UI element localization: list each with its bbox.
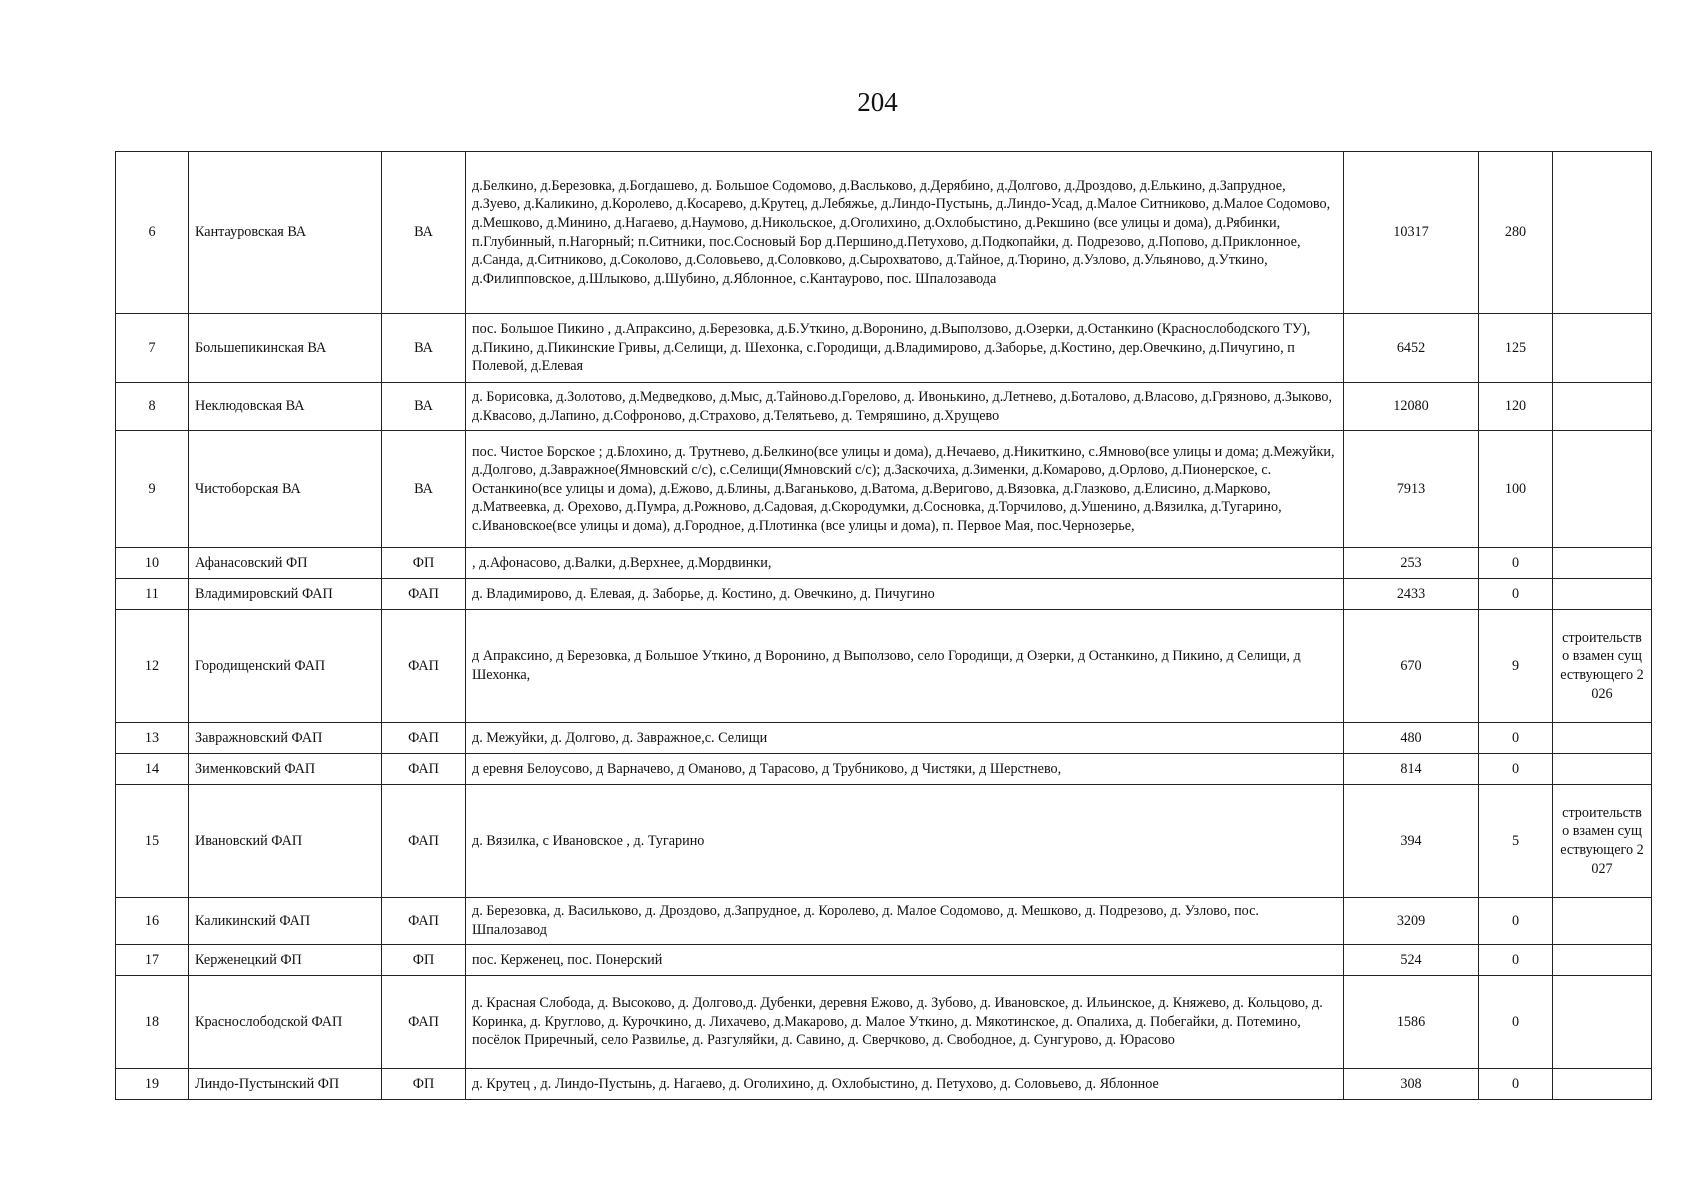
facility-name: Ивановский ФАП bbox=[189, 785, 382, 898]
row-number: 10 bbox=[116, 548, 189, 579]
facility-type: ФП bbox=[382, 1069, 466, 1100]
note-cell bbox=[1553, 314, 1652, 383]
note-text: строительство взамен существующего 2026 bbox=[1560, 629, 1644, 702]
visits-count: 100 bbox=[1479, 431, 1553, 548]
table-row bbox=[116, 976, 1652, 1069]
facility-name: Завражновский ФАП bbox=[189, 723, 382, 754]
row-number: 6 bbox=[116, 152, 189, 314]
visits-count: 9 bbox=[1479, 610, 1553, 723]
population-count: 480 bbox=[1344, 723, 1479, 754]
note-cell bbox=[1553, 579, 1652, 610]
row-number: 8 bbox=[116, 383, 189, 431]
note-cell bbox=[1553, 754, 1652, 785]
table-row bbox=[116, 754, 1652, 785]
visits-count: 0 bbox=[1479, 723, 1553, 754]
note-cell bbox=[1553, 548, 1652, 579]
facility-name: Чистоборская ВА bbox=[189, 431, 382, 548]
visits-count: 0 bbox=[1479, 754, 1553, 785]
population-count: 814 bbox=[1344, 754, 1479, 785]
facility-name: Линдо-Пустынский ФП bbox=[189, 1069, 382, 1100]
row-number: 7 bbox=[116, 314, 189, 383]
settlements-list: пос. Чистое Борское ; д.Блохино, д. Трутнево, д.Белкино(все улицы и дома), д.Нечаево, д.Никиткино, с.Ямново(все улицы и дома; д.Межуйки, д.Долгово, д.Завражное(Ямновский с/с), с.Селищи(Ямновский с/с); д.Заскочиха, д.Зименки, д.Комарово, д.Орлово, д.Пионерское, с. Останкино(все улицы и дома), д.Ежово, д.Блины, д.Ваганьково, д.Ватома, д.Веригово, д.Вязовка, д.Глазково, д.Елисино, д.Марково, д.Матвеевка, д. Орехово, д.Пумра, д.Рожново, д.Садовая, д.Скородумки, д.Сосновка, д.Торчилово, д.Ушенино, д.Вязилка, д.Тугарино, с.Ивановское(все улицы и дома), д.Городное, д.Плотинка (все улицы и дома), п. Первое Мая, пос.Чернозерье, bbox=[466, 431, 1344, 548]
visits-count: 0 bbox=[1479, 976, 1553, 1069]
note-text: строительство взамен существующего 2027 bbox=[1560, 804, 1644, 877]
facility-type: ФАП bbox=[382, 785, 466, 898]
page-number: 204 bbox=[857, 87, 898, 117]
facility-name: Каликинский ФАП bbox=[189, 898, 382, 945]
population-count: 253 bbox=[1344, 548, 1479, 579]
note-cell bbox=[1553, 1069, 1652, 1100]
row-number: 18 bbox=[116, 976, 189, 1069]
population-count: 2433 bbox=[1344, 579, 1479, 610]
facility-name: Большепикинская ВА bbox=[189, 314, 382, 383]
table-row bbox=[116, 945, 1652, 976]
population-count: 394 bbox=[1344, 785, 1479, 898]
facility-type: ВА bbox=[382, 431, 466, 548]
facility-name: Владимировский ФАП bbox=[189, 579, 382, 610]
visits-count: 0 bbox=[1479, 945, 1553, 976]
settlements-list: д Апраксино, д Березовка, д Большое Уткино, д Воронино, д Выползово, село Городищи, д Озерки, д Останкино, д Пикино, д Селищи, д Шехонка, bbox=[466, 610, 1344, 723]
settlements-list: д. Владимирово, д. Елевая, д. Заборье, д. Костино, д. Овечкино, д. Пичугино bbox=[466, 579, 1344, 610]
row-number: 14 bbox=[116, 754, 189, 785]
row-number: 9 bbox=[116, 431, 189, 548]
table-row bbox=[116, 610, 1652, 723]
row-number: 16 bbox=[116, 898, 189, 945]
table-row bbox=[116, 431, 1652, 548]
row-number: 11 bbox=[116, 579, 189, 610]
facility-name: Кантауровская ВА bbox=[189, 152, 382, 314]
table-body bbox=[116, 152, 1652, 1100]
facility-type: ФАП bbox=[382, 754, 466, 785]
facility-name: Городищенский ФАП bbox=[189, 610, 382, 723]
table-row bbox=[116, 548, 1652, 579]
visits-count: 5 bbox=[1479, 785, 1553, 898]
facility-type: ВА bbox=[382, 383, 466, 431]
facility-name: Неклюдовская ВА bbox=[189, 383, 382, 431]
note-cell bbox=[1553, 152, 1652, 314]
table-row bbox=[116, 314, 1652, 383]
facility-type: ФП bbox=[382, 548, 466, 579]
settlements-list: , д.Афонасово, д.Валки, д.Верхнее, д.Мордвинки, bbox=[466, 548, 1344, 579]
note-cell bbox=[1553, 723, 1652, 754]
note-cell bbox=[1553, 431, 1652, 548]
table-row bbox=[116, 1069, 1652, 1100]
visits-count: 0 bbox=[1479, 1069, 1553, 1100]
settlements-list: д.Белкино, д.Березовка, д.Богдашево, д. Большое Содомово, д.Васльково, д.Дерябино, д.Долгово, д.Дроздово, д.Елькино, д.Запрудное, д.Зуево, д.Каликино, д.Королево, д.Косарево, д.Крутец, д.Лебяжье, д.Линдо-Пустынь, д.Линдо-Усад, д.Малое Ситниково, д.Малое Содомово, д.Мешково, д.Минино, д.Нагаево, д.Наумово, д.Никольское, д.Оголихино, д.Охлобыстино, д.Рекшино (все улицы и дома), д.Рябинки, п.Глубинный, п.Нагорный; п.Ситники, пос.Сосновый Бор д.Першино,д.Петухово, д.Подкопайки, д. Подрезово, д.Попово, д.Приклонное, д.Санда, д.Ситниково, д.Соколово, д.Соловьево, д.Соловково, д.Сырохватово, д.Тайное, д.Тюрино, д.Узлово, д.Ульяново, д.Уткино, д.Филипповское, д.Шлыково, д.Шубино, д.Яблонное, с.Кантаурово, пос. Шпалозавода bbox=[466, 152, 1344, 314]
visits-count: 0 bbox=[1479, 548, 1553, 579]
facility-type: ФАП bbox=[382, 579, 466, 610]
population-count: 12080 bbox=[1344, 383, 1479, 431]
facility-name: Краснослободской ФАП bbox=[189, 976, 382, 1069]
population-count: 308 bbox=[1344, 1069, 1479, 1100]
population-count: 524 bbox=[1344, 945, 1479, 976]
population-count: 6452 bbox=[1344, 314, 1479, 383]
row-number: 15 bbox=[116, 785, 189, 898]
facility-type: ФП bbox=[382, 945, 466, 976]
settlements-list: д. Березовка, д. Васильково, д. Дроздово, д.Запрудное, д. Королево, д. Малое Содомово, д. Мешково, д. Подрезово, д. Узлово, пос. Шпалозавод bbox=[466, 898, 1344, 945]
note-cell bbox=[1553, 383, 1652, 431]
population-count: 3209 bbox=[1344, 898, 1479, 945]
facility-name: Афанасовский ФП bbox=[189, 548, 382, 579]
table-row bbox=[116, 579, 1652, 610]
facility-name: Керженецкий ФП bbox=[189, 945, 382, 976]
facility-type: ФАП bbox=[382, 976, 466, 1069]
settlements-list: д. Межуйки, д. Долгово, д. Завражное,с. Селищи bbox=[466, 723, 1344, 754]
facility-name: Зименковский ФАП bbox=[189, 754, 382, 785]
row-number: 13 bbox=[116, 723, 189, 754]
note-cell bbox=[1553, 976, 1652, 1069]
row-number: 12 bbox=[116, 610, 189, 723]
table-row bbox=[116, 785, 1652, 898]
facility-type: ВА bbox=[382, 152, 466, 314]
settlements-list: д. Крутец , д. Линдо-Пустынь, д. Нагаево, д. Оголихино, д. Охлобыстино, д. Петухово, д. Соловьево, д. Яблонное bbox=[466, 1069, 1344, 1100]
facility-type: ФАП bbox=[382, 723, 466, 754]
note-cell bbox=[1553, 610, 1652, 723]
table-row bbox=[116, 898, 1652, 945]
population-count: 1586 bbox=[1344, 976, 1479, 1069]
settlements-list: д. Вязилка, с Ивановское , д. Тугарино bbox=[466, 785, 1344, 898]
population-count: 670 bbox=[1344, 610, 1479, 723]
population-count: 7913 bbox=[1344, 431, 1479, 548]
settlements-list: пос. Керженец, пос. Понерский bbox=[466, 945, 1344, 976]
settlements-list: д. Борисовка, д.Золотово, д.Медведково, д.Мыс, д.Тайново.д.Горелово, д. Ивонькино, д.Летнево, д.Боталово, д.Власово, д.Грязново, д.Зыково, д.Квасово, д.Лапино, д.Софроново, д.Страхово, д.Телятьево, д. Темряшино, д.Хрущево bbox=[466, 383, 1344, 431]
settlements-list: д еревня Белоусово, д Варначево, д Оманово, д Тарасово, д Трубниково, д Чистяки, д Шерстнево, bbox=[466, 754, 1344, 785]
visits-count: 280 bbox=[1479, 152, 1553, 314]
visits-count: 0 bbox=[1479, 579, 1553, 610]
facilities-table bbox=[115, 151, 1652, 1100]
visits-count: 0 bbox=[1479, 898, 1553, 945]
table-row bbox=[116, 723, 1652, 754]
visits-count: 120 bbox=[1479, 383, 1553, 431]
population-count: 10317 bbox=[1344, 152, 1479, 314]
table-row bbox=[116, 383, 1652, 431]
facility-type: ФАП bbox=[382, 610, 466, 723]
table-row bbox=[116, 152, 1652, 314]
row-number: 19 bbox=[116, 1069, 189, 1100]
visits-count: 125 bbox=[1479, 314, 1553, 383]
facility-type: ВА bbox=[382, 314, 466, 383]
note-cell bbox=[1553, 785, 1652, 898]
settlements-list: пос. Большое Пикино , д.Апраксино, д.Березовка, д.Б.Уткино, д.Воронино, д.Выползово, д.Озерки, д.Останкино (Краснослободского ТУ), д.Пикино, д.Пикинские Гривы, д.Селищи, д. Шехонка, с.Городищи, д.Владимирово, д.Заборье, д.Костино, дер.Овечкино, д.Пичугино, п Полевой, д.Елевая bbox=[466, 314, 1344, 383]
facility-type: ФАП bbox=[382, 898, 466, 945]
settlements-list: д. Красная Слобода, д. Высоково, д. Долгово,д. Дубенки, деревня Ежово, д. Зубово, д. Ивановское, д. Ильинское, д. Княжево, д. Кольцово, д. Коринка, д. Круглово, д. Курочкино, д. Лихачево, д.Макарово, д. Малое Уткино, д. Мякотинское, д. Опалиха, д. Побегайки, д. Потемино, посёлок Приречный, село Развилье, д. Разгуляйки, д. Савино, д. Сверчково, д. Свободное, д. Сунгурово, д. Юрасово bbox=[466, 976, 1344, 1069]
note-cell bbox=[1553, 945, 1652, 976]
note-cell bbox=[1553, 898, 1652, 945]
row-number: 17 bbox=[116, 945, 189, 976]
